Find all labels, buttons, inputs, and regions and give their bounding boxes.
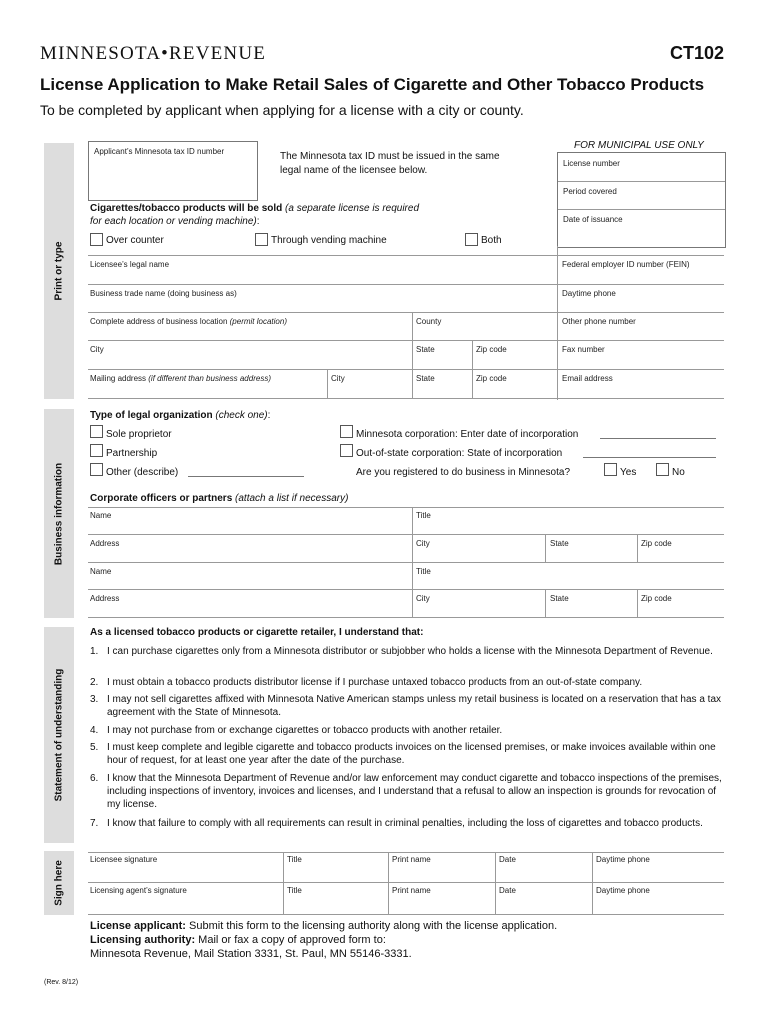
statement-item-3: 3. I may not sell cigarettes affixed with Minnesota Native American stamps unless my retail business is located on a reservation that has a tax agreement with the State of Minnesota. bbox=[90, 694, 721, 718]
officer-1-state-field[interactable]: State bbox=[550, 539, 569, 548]
registered-no-label: No bbox=[672, 467, 685, 478]
registered-question: Are you registered to do business in Minnesota? bbox=[356, 467, 571, 478]
licensee-phone-field[interactable]: Daytime phone bbox=[596, 855, 650, 864]
statement-item-2: 2. I must obtain a tobacco products distributor license if I purchase untaxed tobacco products from an out-of-state company. bbox=[90, 677, 643, 688]
sole-proprietor-checkbox[interactable] bbox=[90, 425, 103, 438]
officer-2-zip-field[interactable]: Zip code bbox=[641, 594, 672, 603]
footer-address: Minnesota Revenue, Mail Station 3331, St. Paul, MN 55146-3331. bbox=[90, 948, 412, 960]
org-heading: Type of legal organization (check one): bbox=[90, 410, 271, 421]
date-of-issuance-field[interactable]: Date of issuance bbox=[563, 215, 623, 224]
both-label: Both bbox=[481, 235, 502, 246]
both-checkbox[interactable] bbox=[465, 233, 478, 246]
form-title: License Application to Make Retail Sales of Cigarette and Other Tobacco Products bbox=[40, 75, 705, 94]
footer-authority: Licensing authority: Mail or fax a copy of approved form to: bbox=[90, 934, 386, 946]
trade-name-field[interactable]: Business trade name (doing business as) bbox=[90, 289, 237, 298]
agent-phone-field[interactable]: Daytime phone bbox=[596, 886, 650, 895]
vending-checkbox[interactable] bbox=[255, 233, 268, 246]
oos-corp-state-input[interactable] bbox=[583, 447, 716, 458]
agent-signature-field[interactable]: Licensing agent’s signature bbox=[90, 886, 187, 895]
registered-yes-label: Yes bbox=[620, 467, 637, 478]
officer-1-address-field[interactable]: Address bbox=[90, 539, 120, 548]
business-address-field[interactable]: Complete address of business location (permit location) bbox=[90, 317, 287, 326]
officer-2-city-field[interactable]: City bbox=[416, 594, 430, 603]
officer-2-title-field[interactable]: Title bbox=[416, 567, 431, 576]
form-subtitle: To be completed by applicant when applying for a license with a city or county. bbox=[40, 102, 524, 118]
officer-1-zip-field[interactable]: Zip code bbox=[641, 539, 672, 548]
mailing-state-field[interactable]: State bbox=[416, 374, 435, 383]
sold-note: for each location or vending machine): bbox=[90, 216, 260, 227]
daytime-phone-field[interactable]: Daytime phone bbox=[562, 289, 616, 298]
sold-heading: Cigarettes/tobacco products will be sold (a separate license is required bbox=[90, 203, 420, 214]
oos-corp-label: Out-of-state corporation: State of incorporation bbox=[356, 448, 563, 459]
partnership-label: Partnership bbox=[106, 448, 158, 459]
licensee-date-field[interactable]: Date bbox=[499, 855, 516, 864]
period-covered-field[interactable]: Period covered bbox=[563, 187, 617, 196]
footer-applicant: License applicant: Submit this form to the licensing authority along with the license application. bbox=[90, 920, 558, 932]
state-field[interactable]: State bbox=[416, 345, 435, 354]
partnership-checkbox[interactable] bbox=[90, 444, 103, 457]
mailing-zip-field[interactable]: Zip code bbox=[476, 374, 507, 383]
statement-item-4: 4. I may not purchase from or exchange cigarettes or tobacco products with another retailer. bbox=[90, 725, 503, 736]
sole-proprietor-label: Sole proprietor bbox=[106, 429, 172, 440]
section-tab-print-or-type: Print or type bbox=[44, 143, 74, 399]
officer-1-name-field[interactable]: Name bbox=[90, 511, 112, 520]
agency-logo: MINNESOTA•REVENUE bbox=[40, 43, 267, 64]
municipal-box bbox=[557, 152, 726, 248]
licensee-title-field[interactable]: Title bbox=[287, 855, 302, 864]
statement-item-1: 1. I can purchase cigarettes only from a Minnesota distributor or subjobber who holds a license with the Minnesota Department of Revenue. bbox=[90, 646, 713, 657]
mailing-address-field[interactable]: Mailing address (if different than business address) bbox=[90, 374, 271, 383]
statement-item-6: 6. I know that the Minnesota Department of Revenue and/or law enforcement may conduct cigarette and tobacco inspections of the premises, including inspections of inventory, invoices and licenses, and I understand that a refusal to allow an inspection is grounds for revocation of my license. bbox=[90, 773, 722, 810]
over-counter-checkbox[interactable] bbox=[90, 233, 103, 246]
mailing-city-field[interactable]: City bbox=[331, 374, 345, 383]
statement-item-7: 7. I know that failure to comply with all requirements can result in criminal penalties, including the loss of cigarettes and tobacco products. bbox=[90, 818, 703, 829]
agent-title-field[interactable]: Title bbox=[287, 886, 302, 895]
officer-1-title-field[interactable]: Title bbox=[416, 511, 431, 520]
officer-2-name-field[interactable]: Name bbox=[90, 567, 112, 576]
officers-heading: Corporate officers or partners (attach a list if necessary) bbox=[90, 493, 349, 504]
fax-field[interactable]: Fax number bbox=[562, 345, 605, 354]
officer-2-address-field[interactable]: Address bbox=[90, 594, 120, 603]
zip-field[interactable]: Zip code bbox=[476, 345, 507, 354]
licensee-print-name-field[interactable]: Print name bbox=[392, 855, 431, 864]
fein-field[interactable]: Federal employer ID number (FEIN) bbox=[562, 260, 690, 269]
revision-date: (Rev. 8/12) bbox=[44, 979, 79, 986]
section-tab-statement: Statement of understanding bbox=[44, 627, 74, 843]
statement-item-5: 5. I must keep complete and legible cigarette and tobacco products invoices on the licensed premises, or make invoices available within one hour of request, for at least one year after the date of the purchase. bbox=[90, 742, 716, 766]
section-tab-sign-here: Sign here bbox=[44, 851, 74, 915]
other-phone-field[interactable]: Other phone number bbox=[562, 317, 636, 326]
city-field[interactable]: City bbox=[90, 345, 104, 354]
mn-corp-label: Minnesota corporation: Enter date of incorporation bbox=[356, 429, 579, 440]
municipal-heading: FOR MUNICIPAL USE ONLY bbox=[574, 140, 704, 151]
vending-label: Through vending machine bbox=[271, 235, 387, 246]
email-field[interactable]: Email address bbox=[562, 374, 613, 383]
legal-name-field[interactable]: Licensee’s legal name bbox=[90, 260, 170, 269]
statement-heading: As a licensed tobacco products or cigarette retailer, I understand that: bbox=[90, 627, 424, 638]
license-number-field[interactable]: License number bbox=[563, 159, 620, 168]
section-tab-business-information: Business information bbox=[44, 409, 74, 618]
over-counter-label: Over counter bbox=[106, 235, 164, 246]
agent-print-name-field[interactable]: Print name bbox=[392, 886, 431, 895]
oos-corp-checkbox[interactable] bbox=[340, 444, 353, 457]
agent-date-field[interactable]: Date bbox=[499, 886, 516, 895]
registered-yes-checkbox[interactable] bbox=[604, 463, 617, 476]
form-number: CT102 bbox=[669, 43, 724, 63]
tax-id-note-2: legal name of the licensee below. bbox=[280, 165, 428, 176]
officer-2-state-field[interactable]: State bbox=[550, 594, 569, 603]
mn-corp-checkbox[interactable] bbox=[340, 425, 353, 438]
officer-1-city-field[interactable]: City bbox=[416, 539, 430, 548]
county-field[interactable]: County bbox=[416, 317, 442, 326]
tax-id-field[interactable]: Applicant’s Minnesota tax ID number bbox=[88, 141, 258, 201]
mn-corp-date-input[interactable] bbox=[600, 428, 716, 439]
registered-no-checkbox[interactable] bbox=[656, 463, 669, 476]
licensee-signature-field[interactable]: Licensee signature bbox=[90, 855, 158, 864]
other-checkbox[interactable] bbox=[90, 463, 103, 476]
other-describe-input[interactable] bbox=[188, 466, 304, 477]
tax-id-note: The Minnesota tax ID must be issued in the same bbox=[280, 151, 500, 162]
other-label: Other (describe) bbox=[106, 467, 179, 478]
